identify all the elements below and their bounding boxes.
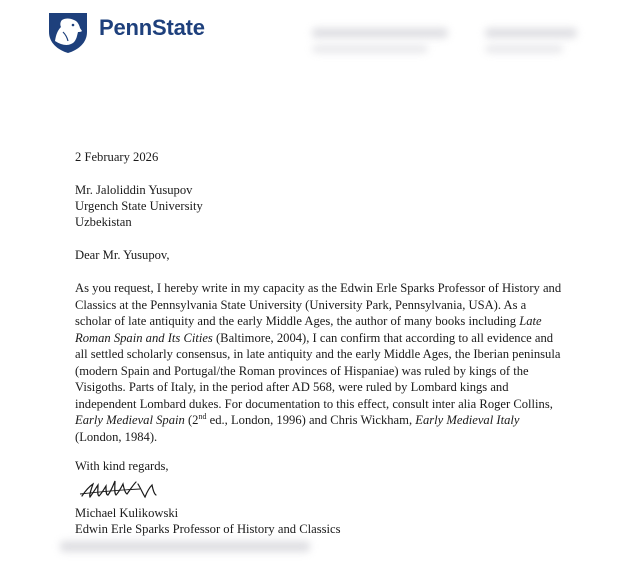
signer-name: Michael Kulikowski xyxy=(75,506,179,520)
recipient-organization: Urgench State University xyxy=(75,199,203,213)
redacted-contact-block xyxy=(485,28,577,38)
body-line: Visigoths. Parts of Italy, in the period after AD 568, were ruled by Lombard kings and xyxy=(75,380,509,394)
redacted-address-block xyxy=(312,28,448,38)
recipient-name: Mr. Jaloliddin Yusupov xyxy=(75,183,193,197)
body-text: ed., London, 1996) and Chris Wickham, xyxy=(206,413,416,427)
book-title: Roman Spain and Its Cities xyxy=(75,330,213,345)
body-line: (London, 1984). xyxy=(75,429,158,444)
letter-date: 2 February 2026 xyxy=(75,150,159,164)
body-line: Classics at the Pennsylvania State University (University Park, Pennsylvania, USA). As a xyxy=(75,297,527,312)
redacted-contact-block xyxy=(485,45,563,53)
signer-title: Edwin Erle Sparks Professor of History and Classics xyxy=(75,522,341,536)
body-text: scholar of late antiquity and the early Middle Ages, the author of many books including xyxy=(75,314,520,328)
book-title: Late xyxy=(519,314,542,328)
institution-wordmark: PennState xyxy=(99,15,205,40)
recipient-country: Uzbekistan xyxy=(75,215,132,229)
letter-body-paragraph xyxy=(75,280,589,445)
book-title: Early Medieval Spain xyxy=(75,413,185,427)
nittany-lion-shield-icon xyxy=(46,10,90,54)
body-line xyxy=(75,313,589,330)
redacted-address-block xyxy=(312,45,428,53)
body-text: (2 xyxy=(184,413,199,427)
salutation: Dear Mr. Yusupov, xyxy=(75,248,170,262)
body-line: independent Lombard dukes. For documentation to this effect, consult inter alia Roger Collins, xyxy=(75,396,553,411)
body-line: all settled scholarly consensus, in late antiquity and the early Middle Ages, the Iberian peninsula xyxy=(75,347,561,361)
redacted-footer xyxy=(60,541,310,552)
handwritten-signature xyxy=(78,474,160,504)
body-line xyxy=(75,412,589,429)
body-line: As you request, I hereby write in my capacity as the Edwin Erle Sparks Professor of History and xyxy=(75,281,562,295)
ordinal-suffix: nd xyxy=(198,411,207,421)
book-title: Early Medieval Italy xyxy=(415,413,520,427)
body-text: (Baltimore, 2004), I can confirm that according to all evidence and xyxy=(212,330,554,345)
body-line xyxy=(75,330,589,347)
closing: With kind regards, xyxy=(75,459,169,473)
body-line: (modern Spain and Portugal/the Roman provinces of Hispaniae) was ruled by kings of the xyxy=(75,363,529,378)
